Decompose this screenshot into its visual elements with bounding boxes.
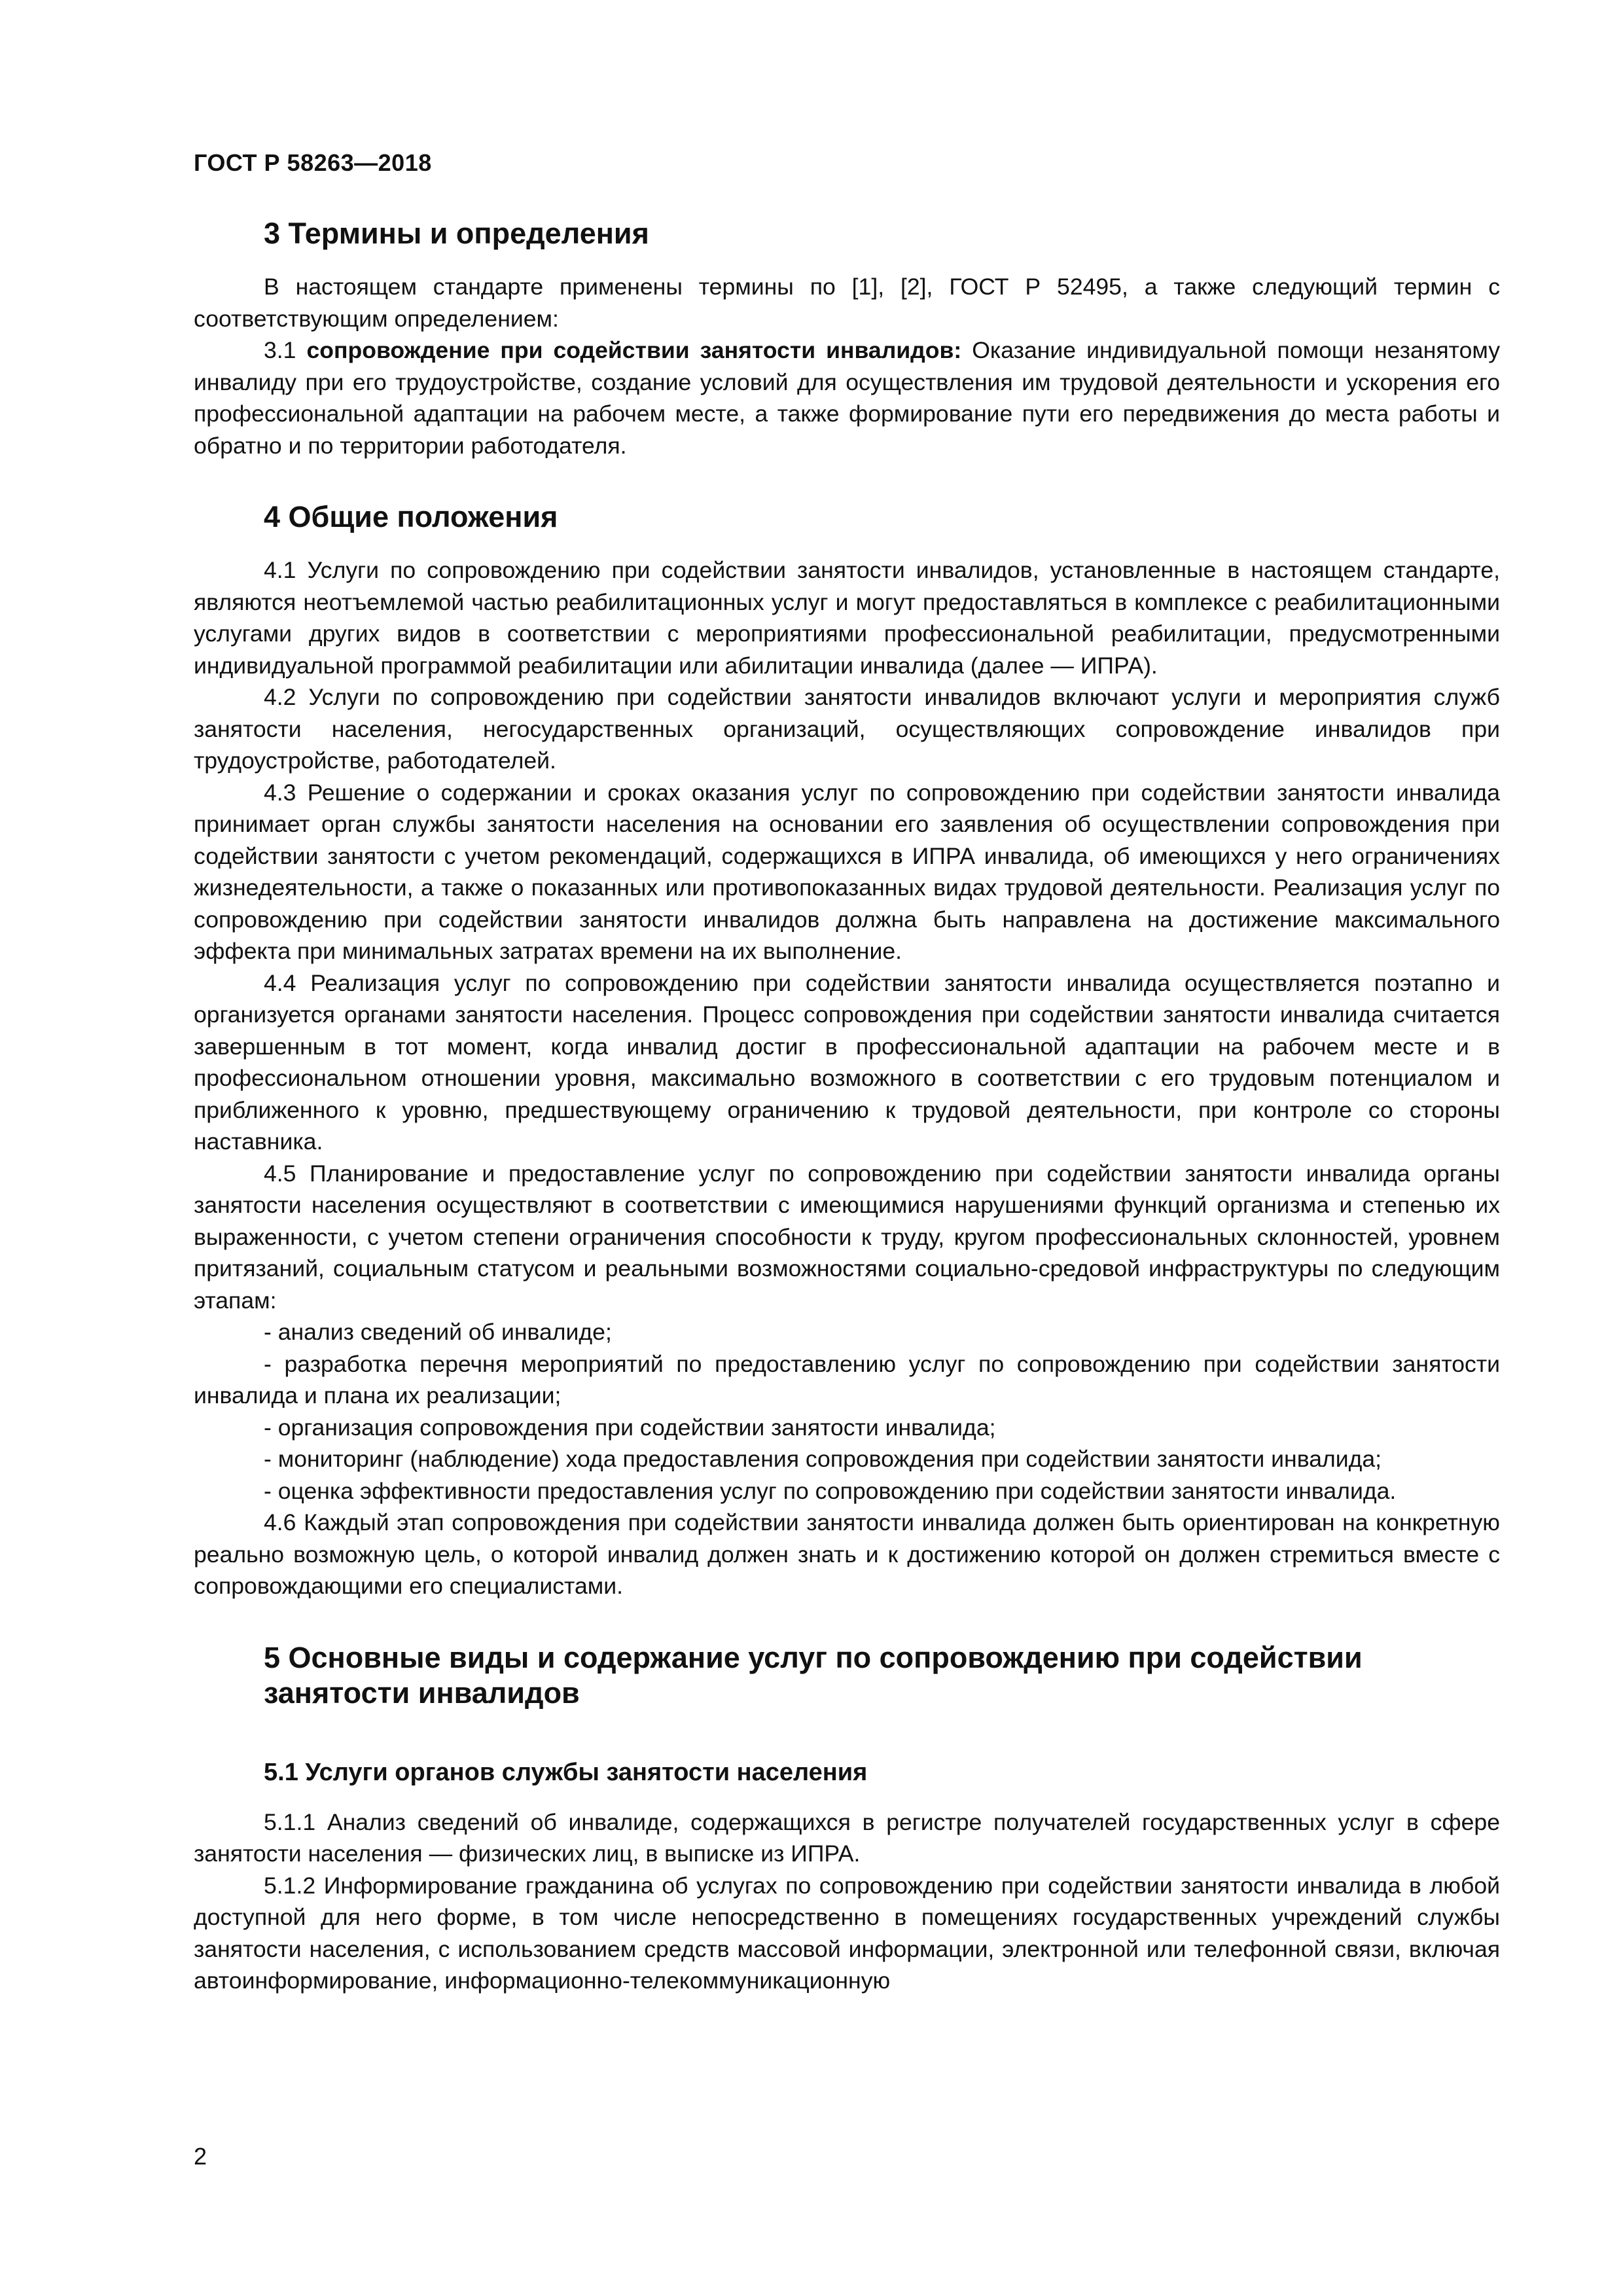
document-body (194, 216, 1500, 1997)
stage-list-item: - мониторинг (наблюдение) хода предоставления сопровождения при содействии занятости инвалида; (264, 1446, 1382, 1472)
paragraph-4-5: 4.5 Планирование и предоставление услуг по сопровождению при содействии занятости инвалида органы занятости населения осуществляют в соответствии с имеющимися нарушениями функций организма и степенью их выраженности, с учетом степени ограничения способности к труду, кругом профессиональных склонностей, уровнем притязаний, социальным статусом и реальными возможностями социально-средовой инфраструктуры по следующим этапам: (194, 1160, 1500, 1314)
term-definition: Оказание индивидуальной помощи незанятому инвалиду при его трудоустройстве, создание условий для осуществления им трудовой деятельности и ускорения его профессиональной адаптации на рабочем месте, а также формирование пути его передвижения до места работы и обратно и по территории работодателя. (194, 337, 1501, 459)
paragraph-4-1: 4.1 Услуги по сопровождению при содействии занятости инвалидов, установленные в настоящем стандарте, являются неотъемлемой частью реабилитационных услуг и могут предоставляться в комплексе с реабилитационными услугами других видов в соответствии с мероприятиями профессиональной реабилитации, предусмотренными индивидуальной программой реабилитации или абилитации инвалида (далее — ИПРА). (194, 557, 1500, 679)
section-4-title: 4 Общие положения (264, 500, 558, 533)
section-5-title-line2: занятости инвалидов (264, 1676, 580, 1710)
paragraph-5-1-1: 5.1.1 Анализ сведений об инвалиде, содержащихся в регистре получателей государственных услуг в сфере занятости населения — физических лиц, в выписке из ИПРА. (194, 1808, 1500, 1867)
term-name: сопровождение при содействии занятости инвалидов: (306, 337, 962, 363)
paragraph-4-6: 4.6 Каждый этап сопровождения при содействии занятости инвалида должен быть ориентирован на конкретную реально возможную цель, о которой инвалид должен знать и к достижению которой он должен стремиться вместе с сопровождающими его специалистами. (194, 1509, 1500, 1599)
stage-list-item: - организация сопровождения при содействии занятости инвалида; (264, 1414, 996, 1441)
subsection-5-1-title: 5.1 Услуги органов службы занятости населения (264, 1758, 868, 1786)
stage-list-item: - оценка эффективности предоставления услуг по сопровождению при содействии занятости инвалида. (264, 1477, 1397, 1504)
section-3-intro: В настоящем стандарте применены термины по [1], [2], ГОСТ Р 52495, а также следующий термин с соответствующим определением: (194, 274, 1500, 332)
term-number: 3.1 (264, 337, 296, 363)
paragraph-4-2: 4.2 Услуги по сопровождению при содействии занятости инвалидов включают услуги и мероприятия служб занятости населения, негосударственных организаций, осуществляющих сопровождение инвалидов при трудоустройстве, работодателей. (194, 684, 1500, 774)
section-3-title: 3 Термины и определения (264, 217, 649, 250)
paragraph-4-3: 4.3 Решение о содержании и сроках оказания услуг по сопровождению при содействии занятости инвалида принимает орган службы занятости населения на основании его заявления об осуществлении сопровождения при содействии занятости с учетом рекомендаций, содержащихся в ИПРА инвалида, об имеющихся у него ограничениях жизнедеятельности, а также о показанных или противопоказанных видах трудовой деятельности. Реализация услуг по сопровождению при содействии занятости инвалидов должна быть направлена на достижение максимального эффекта при минимальных затратах времени на их выполнение. (194, 779, 1500, 964)
document-id-header: ГОСТ Р 58263—2018 (194, 149, 432, 176)
section-5-title (194, 1640, 1500, 1711)
term-3-1 (194, 334, 1500, 461)
paragraph-4-4: 4.4 Реализация услуг по сопровождению при содействии занятости инвалида осуществляется поэтапно и организуется органами занятости населения. Процесс сопровождения при содействии занятости инвалида считается завершенным в тот момент, когда инвалид достиг в профессиональной адаптации на рабочем месте и в профессиональном отношении уровня, максимально возможного в соответствии с его трудовым потенциалом и приближенного к уровню, предшествующему ограничению к трудовой деятельности, при контроле со стороны наставника. (194, 969, 1500, 1155)
stage-list-item: - разработка перечня мероприятий по предоставлению услуг по сопровождению при содействии занятости инвалида и плана их реализации; (194, 1350, 1500, 1408)
section-5-title-line1: 5 Основные виды и содержание услуг по сопровождению при содействии (264, 1640, 1363, 1674)
page-number: 2 (194, 2143, 207, 2170)
stage-list-item: - анализ сведений об инвалиде; (264, 1319, 612, 1345)
paragraph-5-1-2: 5.1.2 Информирование гражданина об услугах по сопровождению при содействии занятости инвалида в любой доступной для него форме, в том числе непосредственно в помещениях государственных учреждений службы занятости населения, с использованием средств массовой информации, электронной или телефонной связи, включая автоинформирование, информационно-телекоммуникационную (194, 1872, 1500, 1994)
